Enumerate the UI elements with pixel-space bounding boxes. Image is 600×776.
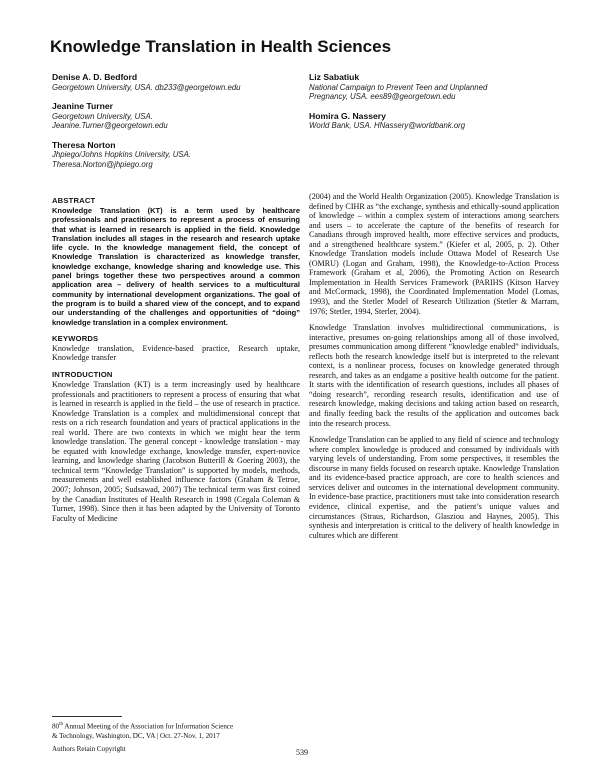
right-column bbox=[309, 192, 559, 547]
keywords-heading: KEYWORDS bbox=[52, 333, 99, 343]
abstract-heading: ABSTRACT bbox=[52, 196, 96, 205]
paper-title: Knowledge Translation in Health Sciences bbox=[50, 37, 392, 56]
author-block-left bbox=[52, 72, 302, 178]
author-affiliation: Pregnancy, USA. ees89@georgetown.edu bbox=[309, 92, 456, 102]
author-name: Jeanine Turner bbox=[52, 101, 113, 112]
author-name: Liz Sabatiuk bbox=[309, 72, 360, 82]
footnote bbox=[52, 720, 302, 755]
author bbox=[52, 101, 302, 131]
author-block-right bbox=[309, 72, 559, 140]
footnote-divider bbox=[52, 716, 122, 717]
author-name: Denise A. D. Bedford bbox=[52, 72, 138, 82]
left-column bbox=[52, 196, 300, 530]
footnote-ordinal: 80 bbox=[52, 722, 60, 731]
body-paragraph: Knowledge Translation can be applied to any field of science and technology where complex knowledge is produced and consumed by individuals with varying levels of understanding. From some perspectives, it resembles the discourse in many fields focused on research uptake. Knowledge Translation and its evidence-based practice approach, are core to health sciences and services deliver and outcomes in the international development community. In evidence-base practice, practitioners must take into consideration research evidence, clinical expertise, and the patient’s unique values and circumstances (Straus, Richardson, Glasziou and Haynes, 2005). This synthesis and interpretation is critical to the delivery of health knowledge in cultures which are different bbox=[309, 435, 559, 540]
introduction-heading: INTRODUCTION bbox=[52, 369, 113, 379]
introduction-text: Knowledge Translation (KT) is a term increasingly used by healthcare professionals and practitioners to represent a process of ensuring that what is learned in research is applied in the field – the use of research in practice. Knowledge Translation is a complex and multidimensional concept that rests on a rich research foundation and years of practical applications in the real world. There are two contexts in which we might hear the term knowledge translation. The general concept - knowledge translation - may be equated with knowledge exchange, knowledge transfer, expert-novice learning, and knowledge sharing (Jacobson Butterill & Goering 2003), the technical term “Knowledge Translation” is supported by models, methods, measurements and well established influence factors (Graham & Tetroe, 2007; Johnson, 2005; Sudsawad, 2007) The technical term was first coined by the Canadian Institutes of Health Research in 1998 (Cegala Coleman & Turner, 1998). Since then it has been adapted by the University of Toronto Faculty of Medicine bbox=[52, 379, 300, 523]
author bbox=[52, 72, 302, 92]
keywords-text: Knowledge translation, Evidence-based practice, Research uptake, Knowledge transfer bbox=[52, 343, 300, 363]
author bbox=[309, 111, 559, 131]
footnote-copyright: Authors Retain Copyright bbox=[52, 745, 126, 754]
author-affiliation: World Bank, USA. HNassery@worldbank.org bbox=[309, 121, 466, 131]
footnote-line bbox=[52, 720, 302, 732]
footnote-line: & Technology, Washington, DC, VA | Oct. 27-Nov. 1, 2017 bbox=[52, 731, 220, 740]
body-paragraph: (2004) and the World Health Organization (2005). Knowledge Translation is defined by CIHR as “the exchange, synthesis and ethically-sound application of knowledge – within a complex system of interactions among searchers and users – to accelerate the capture of the benefits of research for Canadians through improved health, more effective services and products, and a strengthened healthcare system.” (Kiefer et al, 2005, p. 2). Other Knowledge Translation models include Ottawa Model of Research Use (OMRU) (Logan and Graham, 1998), the Knowledge-to-Action Process Framework (Graham et al, 2006), the Promoting Action on Research Implementation in Health Services Framework (PARIHS (Kitson Harvey and McCormack, 1998), the Coordinated Implementation Model (Lomas, 1993), and the Stetler Model of Research Utilization (Stetler & Marram, 1976; Stetler, 1994, Sterler, 2004). bbox=[309, 192, 559, 316]
page-number: 539 bbox=[296, 748, 308, 757]
abstract-text: Knowledge Translation (KT) is a term used by healthcare professionals and practitioners to represent a process of ensuring that what is learned in research is applied in the field. Knowledge Translation includes all stages in the research and research uptake life cycle. In the knowledge management field, the concept of Knowledge Translation is characterized as knowledge transfer, knowledge exchange, knowledge sharing and knowledge use. This panel brings together these two perspectives around a common application area – delivery of health services to a multicultural community by international development organizations. The goal of the program is to build a shared view of the concept, and to expand our understanding of the challenges and opportunities of “doing” knowledge translation in a complex environment. bbox=[52, 206, 300, 327]
author-email: Theresa.Norton@jhpiego.org bbox=[52, 159, 153, 169]
footnote-ordinal-suffix: th bbox=[59, 722, 63, 727]
author-name: Theresa Norton bbox=[52, 139, 116, 150]
author-email: Jeanine.Turner@georgetown.edu bbox=[52, 121, 168, 131]
body-paragraph: Knowledge Translation involves multidirectional communications, is interactive, presumes on-going relationships among all of those involved, presumes communication among different “knowledge enabled” individuals, reflects both the research knowledge itself but is interpreted to the relevant context, is a nonlinear process, focuses on knowledge generated through research, and takes as an endgame a positive health outcome for the patient. It starts with the identification of research questions, includes all phases of “doing research”, recording research results, identification and use of research knowledge, making decisions and taking action based on research, and finally feeding back the results of the application and outcomes back into the research process. bbox=[309, 323, 559, 428]
author-name: Homira G. Nassery bbox=[309, 110, 386, 121]
footnote-meeting: Annual Meeting of the Association for Information Science bbox=[62, 722, 234, 731]
author bbox=[309, 72, 559, 102]
author-affiliation: Georgetown University, USA. db233@georgetown.edu bbox=[52, 82, 241, 92]
author-affiliation: Georgetown University, USA. bbox=[52, 111, 153, 121]
author-affiliation: National Campaign to Prevent Teen and Unplanned bbox=[309, 82, 488, 92]
author bbox=[52, 140, 302, 170]
author-affiliation: Jhpiego/Johns Hopkins University, USA. bbox=[52, 150, 191, 160]
